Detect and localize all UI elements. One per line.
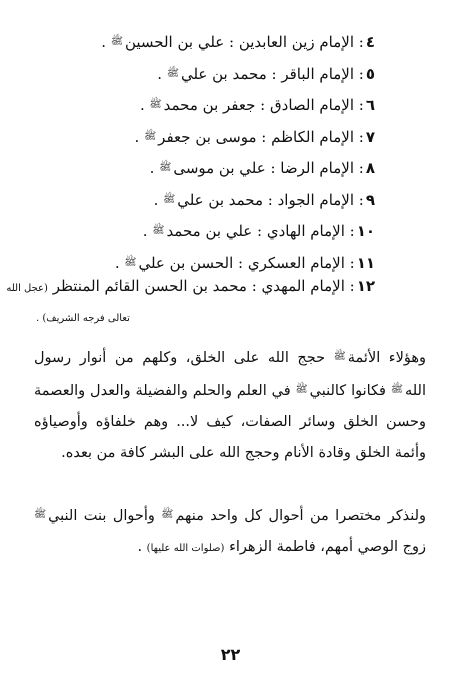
paragraph-text: ولنذكر مختصرا من أحوال كل واحد منهم — [175, 507, 427, 524]
item-text: : الإمام زين العابدين : علي بن الحسين — [124, 33, 364, 51]
item-end: . — [153, 190, 159, 209]
item-note: (عجل الله — [6, 283, 48, 294]
item-note-end: تعالى فرجه الشريف) . — [36, 313, 130, 324]
honorific-symbol: ﷺ — [34, 508, 47, 520]
item-end: . — [157, 64, 163, 83]
item-number: ٩ — [365, 190, 375, 209]
list-item-imam-7 — [35, 121, 375, 153]
honorific-symbol: ﷺ — [144, 130, 157, 142]
item-number: ٥ — [365, 64, 375, 83]
item-number: ١١ — [356, 253, 375, 272]
paragraph-text: فكانوا كالنبي — [309, 382, 386, 399]
paragraph-text: وهؤلاء الأئمة — [347, 349, 427, 366]
list-item-imam-4 — [35, 26, 375, 58]
honorific-symbol: ﷺ — [159, 162, 172, 173]
item-number: ١٠ — [356, 222, 375, 240]
item-end: . — [101, 33, 107, 51]
honorific-symbol: ﷺ — [152, 225, 165, 236]
honorific-symbol: ﷺ — [124, 256, 137, 268]
item-text: : الإمام الكاظم : موسى بن جعفر — [158, 127, 364, 146]
item-text: : الإمام الصادق : جعفر بن محمد — [163, 96, 364, 114]
list-item-imam-12-continuation — [36, 312, 375, 326]
paragraph-imams-description — [34, 341, 426, 469]
item-number: ٤ — [365, 33, 375, 51]
item-text: : الإمام الباقر : محمد بن علي — [180, 64, 364, 83]
item-number: ٨ — [365, 159, 375, 177]
list-item-imam-9 — [35, 184, 375, 216]
honorific-symbol: ﷺ — [163, 193, 176, 205]
item-end: . — [114, 253, 120, 272]
item-end: . — [149, 159, 155, 177]
item-number: ٧ — [365, 127, 375, 146]
item-number: ١٢ — [356, 277, 375, 295]
paragraph-note: (صلوات الله عليها) — [146, 542, 225, 554]
paragraph-text: زوج الوصي أمهم، فاطمة الزهراء — [229, 538, 426, 555]
paragraph-text: في العلم والحلم والفضيلة والعدل والعصمة وحسن الخلق وسائر الصفات، كيف لا... وهم خلفاؤه وأوصياؤه وأئمة الخلق وقادة الأنام وحجج الله على البشر كافة من بعده. — [34, 382, 426, 461]
honorific-symbol: ﷺ — [295, 383, 308, 395]
list-item-imam-5 — [35, 58, 375, 90]
paragraph-text: وأحوال بنت النبي — [48, 507, 155, 524]
honorific-symbol: ﷺ — [110, 36, 123, 47]
item-end: . — [142, 222, 148, 240]
item-text: : الإمام العسكري : الحسن بن علي — [138, 253, 355, 272]
paragraph-text: حجج الله على الخلق، وكلهم من أنوار رسول الله — [34, 349, 427, 399]
list-item-imam-11 — [35, 247, 375, 279]
item-text: : الإمام الهادي : علي بن محمد — [166, 222, 355, 240]
honorific-symbol: ﷺ — [390, 383, 403, 395]
paragraph-end: . — [137, 538, 143, 555]
list-item-imam-6 — [35, 89, 375, 121]
paragraph-intro — [34, 499, 426, 564]
item-end: . — [139, 96, 145, 114]
page-number: ٢٢ — [220, 645, 241, 664]
item-number: ٦ — [365, 96, 375, 114]
list-item-imam-12 — [6, 276, 375, 299]
imam-list — [35, 26, 375, 278]
item-text: : الإمام المهدي : محمد بن الحسن القائم المنتظر — [52, 277, 355, 295]
list-item-imam-8 — [35, 152, 375, 184]
honorific-symbol: ﷺ — [333, 350, 346, 362]
item-text: : الإمام الرضا : علي بن موسى — [173, 159, 364, 177]
item-text: : الإمام الجواد : محمد بن علي — [177, 190, 364, 209]
honorific-symbol: ﷺ — [161, 508, 174, 520]
honorific-symbol: ﷺ — [166, 67, 179, 79]
list-item-imam-10 — [35, 215, 375, 247]
honorific-symbol: ﷺ — [149, 99, 162, 110]
item-end: . — [134, 127, 140, 146]
